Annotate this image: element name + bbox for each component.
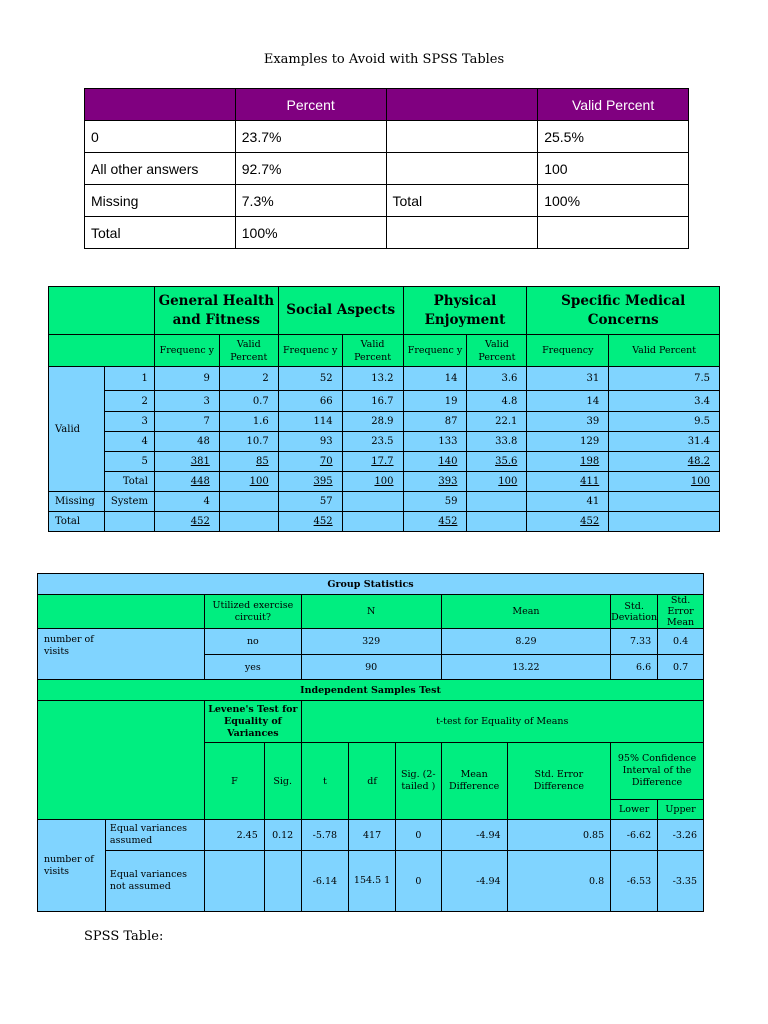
table-cell: 23.5 [342, 432, 403, 452]
subheader: Sig. (2-tailed ) [395, 743, 441, 820]
subheader: Lower [611, 800, 658, 820]
table-row [49, 512, 720, 532]
table-cell: -3.35 [658, 851, 704, 912]
table-cell: 39 [527, 412, 609, 432]
table-cell: 7.3% [235, 185, 386, 217]
table-cell [342, 512, 403, 532]
table-cell [467, 512, 527, 532]
table-cell: Total [85, 217, 236, 249]
table-row [38, 629, 704, 655]
header-cell [85, 89, 236, 121]
table-cell: 9.5 [609, 412, 720, 432]
table-cell: 140 [403, 452, 467, 472]
subheader: F [205, 743, 265, 820]
row-label: 4 [104, 432, 154, 452]
group-header-row [49, 287, 720, 335]
table-cell [609, 512, 720, 532]
group-header: Physical Enjoyment [403, 287, 527, 335]
table-cell: 48.2 [609, 452, 720, 472]
table-cell: 92.7% [235, 153, 386, 185]
ist-title: Independent Samples Test [38, 680, 704, 701]
table-cell: 28.9 [342, 412, 403, 432]
table-cell [467, 492, 527, 512]
table-cell: All other answers [85, 153, 236, 185]
table-cell: 129 [527, 432, 609, 452]
table-cell: 3.4 [609, 391, 720, 412]
group-stats-header-row [38, 595, 704, 629]
missing-label: Missing [49, 492, 105, 512]
table-cell: 0.85 [507, 820, 611, 851]
subheader: t [301, 743, 349, 820]
row-label: 2 [104, 391, 154, 412]
ist-header-row [38, 701, 704, 743]
table-cell: 7.5 [609, 367, 720, 391]
levene-header: Levene's Test for Equality of Variances [205, 701, 301, 743]
table-cell: 90 [301, 655, 441, 680]
table-cell: 1.6 [219, 412, 278, 432]
table-cell: 6.6 [611, 655, 658, 680]
table-cell: 14 [403, 367, 467, 391]
table-cell: 2 [219, 367, 278, 391]
subheader: Std. Error Difference [507, 743, 611, 820]
table-cell: 13.22 [441, 655, 610, 680]
header-cell: Percent [235, 89, 386, 121]
subheader: Sig. [264, 743, 301, 820]
ttest-table [37, 573, 704, 912]
table-cell [386, 217, 538, 249]
subheader: Valid Percent [609, 335, 720, 367]
table-cell: 23.7% [235, 121, 386, 153]
row-label: Equal variances assumed [105, 820, 204, 851]
row-label: Equal variances not assumed [105, 851, 204, 912]
table-cell: 14 [527, 391, 609, 412]
table-cell: 59 [403, 492, 467, 512]
header-cell: Mean [441, 595, 610, 629]
table-cell: 0 [85, 121, 236, 153]
total-label: Total [49, 512, 105, 532]
table-row [49, 432, 720, 452]
subheader: Frequenc y [154, 335, 219, 367]
corner-cell [38, 701, 205, 820]
subheader: Valid Percent [467, 335, 527, 367]
table-cell: 31 [527, 367, 609, 391]
table-cell [386, 121, 538, 153]
table-cell: 17.7 [342, 452, 403, 472]
table-cell: 52 [278, 367, 342, 391]
table-cell: 25.5% [538, 121, 689, 153]
table-cell: 41 [527, 492, 609, 512]
table-cell: 57 [278, 492, 342, 512]
table-cell: -4.94 [441, 851, 507, 912]
table-row [49, 472, 720, 492]
subheader: Frequency [527, 335, 609, 367]
table-cell: 100 [342, 472, 403, 492]
table-cell: 3 [154, 391, 219, 412]
table-cell: 16.7 [342, 391, 403, 412]
header-cell: Valid Percent [538, 89, 689, 121]
table-cell: 0.8 [507, 851, 611, 912]
table-cell: -6.14 [301, 851, 349, 912]
subheader: Mean Difference [441, 743, 507, 820]
table-cell: 0.12 [264, 820, 301, 851]
table-cell: -6.53 [611, 851, 658, 912]
table-cell: 452 [154, 512, 219, 532]
table-cell: 100 [609, 472, 720, 492]
corner-cell [38, 595, 205, 629]
table-cell: 133 [403, 432, 467, 452]
table-cell: 0 [395, 820, 441, 851]
table-cell: 19 [403, 391, 467, 412]
table-cell: 381 [154, 452, 219, 472]
table-row [85, 153, 689, 185]
header-cell: Std. Error Mean [658, 595, 704, 629]
table-cell: -4.94 [441, 820, 507, 851]
subheader: Frequenc y [278, 335, 342, 367]
table-cell: 10.7 [219, 432, 278, 452]
table-cell: 0 [395, 851, 441, 912]
table-cell: 393 [403, 472, 467, 492]
table-cell [386, 153, 538, 185]
table-cell: 154.5 1 [349, 851, 396, 912]
group-header: Social Aspects [278, 287, 403, 335]
table-cell [205, 851, 265, 912]
table-row [85, 185, 689, 217]
row-label: number of visits [38, 820, 106, 912]
corner-cell [49, 335, 155, 367]
table-cell: -6.62 [611, 820, 658, 851]
table-cell: 0.7 [219, 391, 278, 412]
group-stats-title-row [38, 574, 704, 595]
table-cell: 70 [278, 452, 342, 472]
table-cell: 100 [538, 153, 689, 185]
row-label: 3 [104, 412, 154, 432]
table-cell: 100 [219, 472, 278, 492]
table-cell: Missing [85, 185, 236, 217]
table-cell: 198 [527, 452, 609, 472]
table-cell [104, 512, 154, 532]
table-cell: 448 [154, 472, 219, 492]
table-cell: -5.78 [301, 820, 349, 851]
table-cell: 0.4 [658, 629, 704, 655]
table-row [49, 452, 720, 472]
group-header: General Health and Fitness [154, 287, 278, 335]
table-cell: 452 [527, 512, 609, 532]
footer-label: SPSS Table: [84, 929, 164, 944]
table-cell: 3.6 [467, 367, 527, 391]
table-cell: Total [386, 185, 538, 217]
row-label: System [104, 492, 154, 512]
subheader: df [349, 743, 396, 820]
table-cell: 7 [154, 412, 219, 432]
table-cell: 329 [301, 629, 441, 655]
table-cell: 85 [219, 452, 278, 472]
table-cell: 4 [154, 492, 219, 512]
group-header: Specific Medical Concerns [527, 287, 720, 335]
table-cell: 8.29 [441, 629, 610, 655]
corner-cell [49, 287, 155, 335]
table-row [85, 121, 689, 153]
table-cell: 100% [235, 217, 386, 249]
table-cell [219, 492, 278, 512]
group-stats-title: Group Statistics [38, 574, 704, 595]
table-cell: 452 [278, 512, 342, 532]
table-cell: 114 [278, 412, 342, 432]
table-row [49, 412, 720, 432]
table-cell: 66 [278, 391, 342, 412]
header-cell: Utilized exercise circuit? [205, 595, 301, 629]
ttest-header: t-test for Equality of Means [301, 701, 703, 743]
table-cell [538, 217, 689, 249]
row-label: 1 [104, 367, 154, 391]
table-row [38, 820, 704, 851]
table-cell: 100% [538, 185, 689, 217]
table-cell: 417 [349, 820, 396, 851]
subheader-row [49, 335, 720, 367]
table-cell: 0.7 [658, 655, 704, 680]
subheader: 95% Confidence Interval of the Difference [611, 743, 704, 800]
table-cell: -3.26 [658, 820, 704, 851]
subheader: Valid Percent [219, 335, 278, 367]
table-cell: yes [205, 655, 301, 680]
table-cell [342, 492, 403, 512]
table-cell [264, 851, 301, 912]
table-cell: 31.4 [609, 432, 720, 452]
table-cell: 22.1 [467, 412, 527, 432]
table-cell: 13.2 [342, 367, 403, 391]
table-cell: 411 [527, 472, 609, 492]
table-row [85, 217, 689, 249]
table-cell: 9 [154, 367, 219, 391]
motivation-frequency-table [48, 286, 720, 532]
subheader: Valid Percent [342, 335, 403, 367]
page-title: Examples to Avoid with SPSS Tables [263, 52, 505, 67]
table-cell: 395 [278, 472, 342, 492]
table-cell: 7.33 [611, 629, 658, 655]
table-cell: 100 [467, 472, 527, 492]
valid-label: Valid [49, 367, 105, 492]
bad-frequency-table [84, 88, 689, 249]
table-cell: no [205, 629, 301, 655]
subheader: Upper [658, 800, 704, 820]
table-cell: 48 [154, 432, 219, 452]
table-row [49, 367, 720, 391]
table-cell [609, 492, 720, 512]
table-cell: 4.8 [467, 391, 527, 412]
table-cell: 35.6 [467, 452, 527, 472]
header-cell [386, 89, 538, 121]
table-cell: 33.8 [467, 432, 527, 452]
table-cell: 93 [278, 432, 342, 452]
ist-title-row [38, 680, 704, 701]
table-row [49, 391, 720, 412]
header-cell: Std. Deviation [611, 595, 658, 629]
row-label: number of visits [38, 629, 205, 680]
table-cell: 2.45 [205, 820, 265, 851]
table-cell: 87 [403, 412, 467, 432]
table-header-row [85, 89, 689, 121]
subheader: Frequenc y [403, 335, 467, 367]
table-row [49, 492, 720, 512]
row-label: 5 [104, 452, 154, 472]
table-row [38, 851, 704, 912]
table-cell [219, 512, 278, 532]
header-cell: N [301, 595, 441, 629]
table-cell: 452 [403, 512, 467, 532]
row-label: Total [104, 472, 154, 492]
